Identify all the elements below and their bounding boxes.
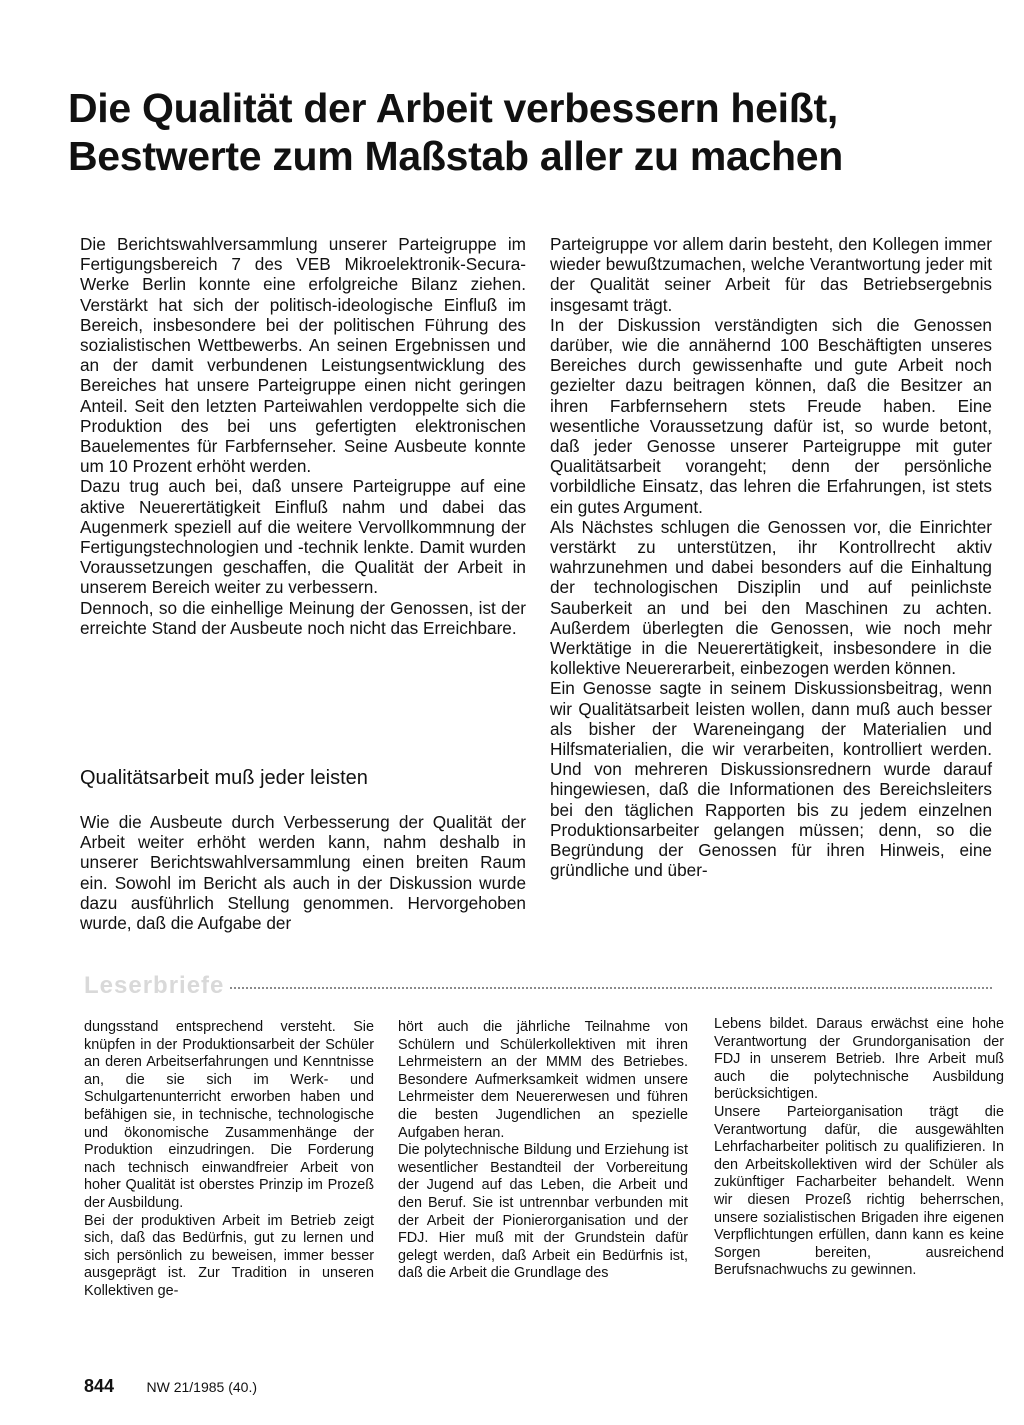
letters-column-2: [398, 1019, 688, 1283]
article-column-2: [550, 234, 992, 881]
paragraph: Ein Genosse sagte in seinem Diskussionsbeitrag, wenn wir Qualitätsarbeit leisten wollen, dann muß auch besser als bisher der Wareneingang der Materialien und Hilfsmaterialien, die wir verarbeiten, kontrolliert werden. Und von mehreren Diskussionsrednern wurde darauf hingewiesen, daß die Informationen des Bereichsleiters bei den täglichen Rapporten bis zu jedem einzelnen Produktionsarbeiter gelangen müssen; denn, so die Begründung der Genossen für ihren Hinweis, eine gründliche und über-: [550, 678, 992, 881]
paragraph: hört auch die jährliche Teilnahme von Schülern und Schülerkollektiven mit ihren Lehrmeistern an der MMM des Betriebes. Besondere Aufmerksamkeit widmen unsere Lehrmeister dem Neuererwesen und führen die besten Jugendlichen an spezielle Aufgaben heran.: [398, 1019, 688, 1141]
paragraph: Dazu trug auch bei, daß unsere Parteigruppe auf eine aktive Neuerertätigkeit Einfluß nahm und dabei das Augenmerk speziell auf die weitere Vervollkommnung der Fertigungstechnologien und -technik lenkte. Damit wurden Voraussetzungen geschaffen, die Qualität der Arbeit in unserem Bereich weiter zu verbessern.: [80, 476, 526, 598]
paragraph: In der Diskussion verständigten sich die Genossen darüber, wie die annähernd 100 Beschäftigten unseres Bereiches durch gewissenhafte und gute Arbeit noch gezielter dazu beitragen können, daß die Besitzer an ihren Farbfernsehern stets Freude haben. Eine wesentliche Voraussetzung dafür ist, so wurde betont, daß jeder Genosse unserer Parteigruppe mit guter Qualitätsarbeit vorangeht; denn der persönliche vorbildliche Einsatz, das lehren die Erfahrungen, ist stets ein gutes Argument.: [550, 314, 992, 517]
paragraph: Wie die Ausbeute durch Verbesserung der Qualität der Arbeit weiter erhöht werden kann, nahm deshalb in unserer Berichtswahlversammlung einen breiten Raum ein. Sowohl im Bericht als auch in der Diskussion wurde dazu ausführlich Stellung genommen. Hervorgehoben wurde, daß die Aufgabe der: [80, 812, 526, 934]
article-column-1: [80, 234, 526, 638]
publication-source: NW 21/1985 (40.): [146, 1379, 257, 1395]
paragraph: Bei der produktiven Arbeit im Betrieb zeigt sich, daß das Bedürfnis, gut zu lernen und sich persönlich zu beweisen, immer besser ausgeprägt ist. Zur Tradition in unseren Kollektiven ge-: [84, 1212, 374, 1299]
page-number: 844: [84, 1376, 115, 1396]
section-divider: [230, 987, 992, 989]
page-title: [68, 84, 968, 180]
paragraph: Lebens bildet. Daraus erwächst eine hohe Verantwortung der Grundorganisation der FDJ in unserem Betrieb. Ihre Arbeit muß auch die polytechnische Ausbildung berücksichtigen.: [714, 1016, 1004, 1103]
paragraph: dungsstand entsprechend versteht. Sie knüpfen in der Produktionsarbeit der Schüler an deren Arbeitserfahrungen und Kenntnisse an, die sie sich im Werk- und Schulgartenunterricht erworben haben und befähigen sie, in technische, technologische und ökonomische Zusammenhänge der Produktion einzudringen. Die Forderung nach technisch einwandfreier Arbeit von hoher Qualität ist oberstes Prinzip im Prozeß der Ausbildung.: [84, 1019, 374, 1211]
article-column-1-continued: [80, 812, 526, 933]
subheading: Qualitätsarbeit muß jeder leisten: [80, 767, 368, 789]
letters-column-3: [714, 1016, 1004, 1280]
title-line-2: Bestwerte zum Maßstab aller zu machen: [68, 133, 843, 179]
title-line-1: Die Qualität der Arbeit verbessern heißt,: [68, 85, 838, 131]
paragraph: Die polytechnische Bildung und Erziehung ist wesentlicher Bestandteil der Vorbereitung der Jugend auf das Leben, die Arbeit und den Beruf. Sie ist untrennbar verbunden mit der Arbeit der Pionierorganisation und der FDJ. Hier muß mit der Grundstein dafür gelegt werden, daß Arbeit ein Bedürfnis ist, daß die Arbeit die Grundlage des: [398, 1142, 688, 1282]
paragraph: Als Nächstes schlugen die Genossen vor, die Einrichter verstärkt zu unterstützen, ihr Kontrollrecht aktiv wahrzunehmen und dabei besonders auf die Einhaltung der technologischen Disziplin und auf peinlichste Sauberkeit an und bei den Maschinen zu achten. Außerdem überlegten die Genossen, wie noch mehr Werktätige in die Neuerertätigkeit, insbesondere in die kollektive Neuererarbeit, einbezogen werden können.: [550, 516, 992, 679]
paragraph: Die Berichtswahlversammlung unserer Parteigruppe im Fertigungsbereich 7 des VEB Mikroelektronik-Secura-Werke Berlin konnte eine erfolgreiche Bilanz ziehen. Verstärkt hat sich der politisch-ideologische Einfluß im Bereich, insbesondere bei der politischen Führung des sozialistischen Wettbewerbs. An seinen Ergebnissen und an der damit verbundenen Leistungsentwicklung des Bereiches hat unsere Parteigruppe einen nicht geringen Anteil. Seit den letzten Parteiwahlen verdoppelte sich die Produktion des bei uns gefertigten elektronischen Bauelementes für Farbfernseher. Seine Ausbeute konnte um 10 Prozent erhöht werden.: [80, 234, 526, 477]
letters-column-1: [84, 1019, 374, 1301]
letters-section-label: Leserbriefe: [84, 972, 225, 999]
page-footer: [84, 1376, 257, 1398]
paragraph: Dennoch, so die einhellige Meinung der Genossen, ist der erreichte Stand der Ausbeute noch nicht das Erreichbare.: [80, 597, 526, 638]
paragraph: Unsere Parteiorganisation trägt die Verantwortung dafür, die ausgewählten Lehrfacharbeiter politisch zu qualifizieren. In den Arbeitskollektiven wird der Schüler als zukünftiger Facharbeiter behandelt. Wenn wir diesen Prozeß richtig beherrschen, unsere sozialistischen Brigaden ihre eigenen Verpflichtungen erfüllen, dann kann es keine Sorgen bereiten, ausreichend Berufsnachwuchs zu gewinnen.: [714, 1103, 1004, 1279]
paragraph: Parteigruppe vor allem darin besteht, den Kollegen immer wieder bewußtzumachen, welche Verantwortung jeder mit der Qualität seiner Arbeit für das Betriebsergebnis insgesamt trägt.: [550, 234, 992, 315]
